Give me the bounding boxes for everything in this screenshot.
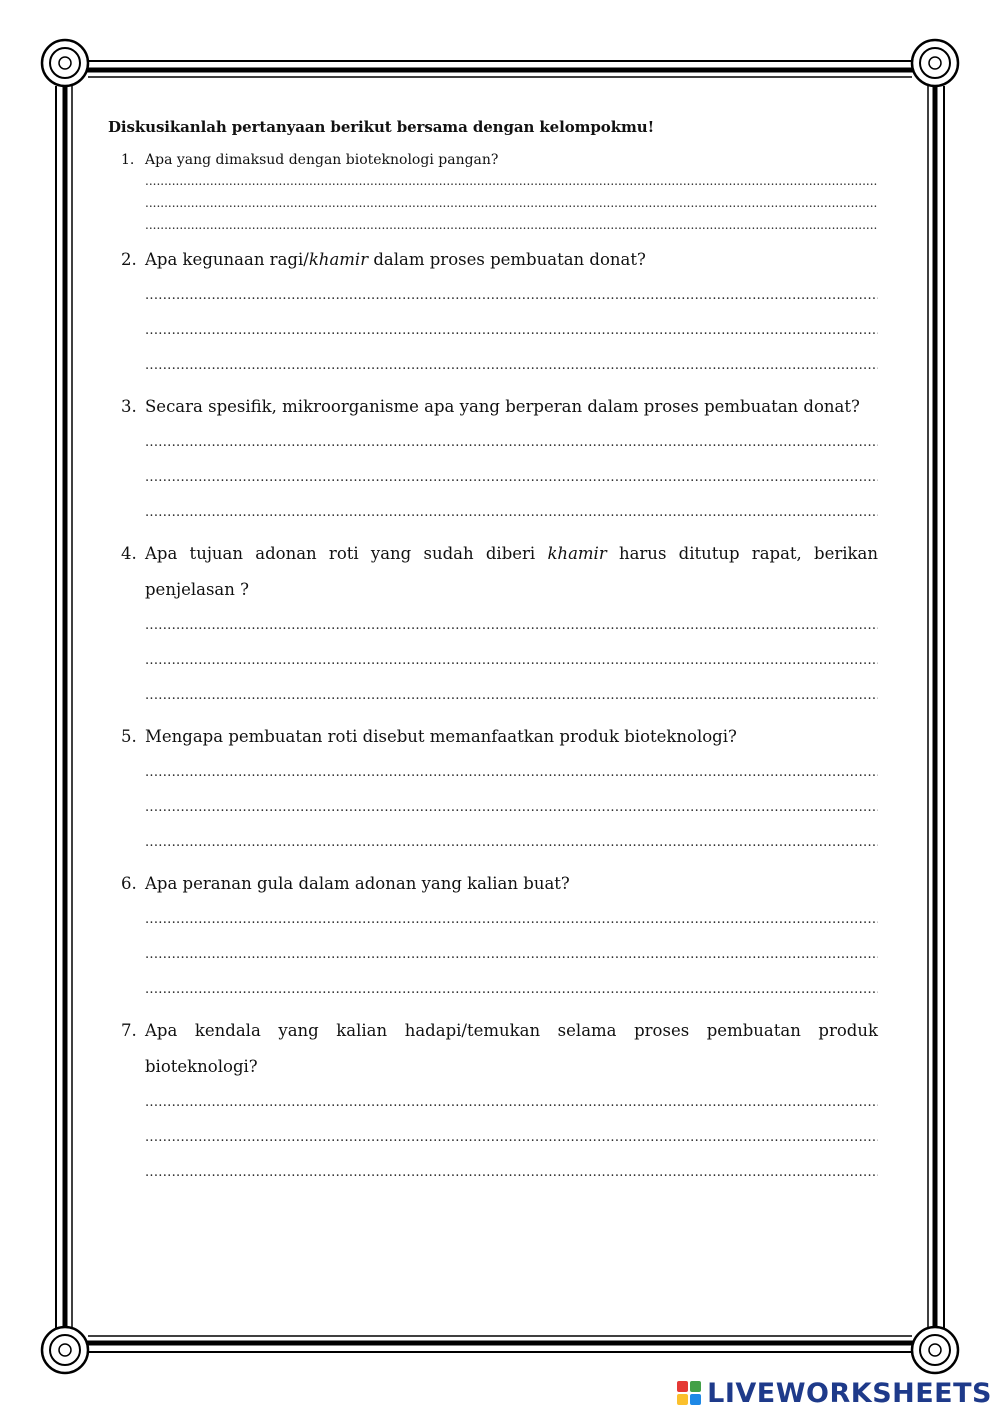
italic-term: khamir bbox=[547, 544, 607, 563]
question-7 bbox=[108, 1013, 878, 1190]
logo-tile bbox=[677, 1394, 688, 1405]
question-text-part: Secara spesifik, mikroorganisme apa yang berperan dalam proses pembuatan donat? bbox=[145, 397, 860, 416]
question-text-part: Apa kendala yang kalian hadapi/temukan selama proses pembuatan produk bioteknologi? bbox=[145, 1021, 878, 1076]
answer-line[interactable] bbox=[145, 460, 878, 495]
answer-line[interactable] bbox=[145, 348, 878, 383]
logo-text: LIVEWORKSHEETS bbox=[707, 1377, 992, 1409]
liveworksheets-logo-icon bbox=[677, 1381, 701, 1405]
answer-line[interactable] bbox=[145, 678, 878, 713]
question-text bbox=[145, 150, 878, 170]
question-text bbox=[145, 1013, 878, 1085]
answer-line[interactable] bbox=[145, 1085, 878, 1120]
question-text-part: Mengapa pembuatan roti disebut memanfaatkan produk bioteknologi? bbox=[145, 727, 737, 746]
corner-top-right bbox=[912, 40, 958, 86]
question-text-part: Apa yang dimaksud dengan bioteknologi pangan? bbox=[145, 152, 499, 168]
question-number: 2. bbox=[121, 250, 137, 269]
question-number: 6. bbox=[121, 874, 137, 893]
worksheet-content bbox=[108, 118, 878, 1190]
instruction-heading: Diskusikanlah pertanyaan berikut bersama dengan kelompokmu! bbox=[108, 118, 655, 136]
corner-bottom-right bbox=[912, 1327, 958, 1373]
answer-line[interactable] bbox=[145, 643, 878, 678]
answer-line[interactable] bbox=[145, 313, 878, 348]
question-text-part: Apa kegunaan ragi/ bbox=[145, 250, 309, 269]
question-text bbox=[145, 242, 878, 278]
question-text-part: Apa tujuan adonan roti yang sudah diberi bbox=[145, 544, 548, 563]
question-3 bbox=[108, 389, 878, 530]
question-1 bbox=[108, 150, 878, 236]
answer-line[interactable] bbox=[145, 170, 878, 192]
answer-line[interactable] bbox=[145, 755, 878, 790]
logo-tile bbox=[690, 1381, 701, 1392]
liveworksheets-logo bbox=[677, 1376, 992, 1410]
answer-line[interactable] bbox=[145, 790, 878, 825]
question-4 bbox=[108, 536, 878, 713]
answer-line[interactable] bbox=[145, 825, 878, 860]
question-number: 4. bbox=[121, 544, 137, 563]
answer-line[interactable] bbox=[145, 278, 878, 313]
question-text-part: dalam proses pembuatan donat? bbox=[368, 250, 646, 269]
answer-line[interactable] bbox=[145, 1155, 878, 1190]
question-number: 7. bbox=[121, 1021, 137, 1040]
question-text bbox=[145, 866, 878, 902]
question-5 bbox=[108, 719, 878, 860]
answer-line[interactable] bbox=[145, 972, 878, 1007]
question-text bbox=[145, 719, 878, 755]
question-text-part: Apa peranan gula dalam adonan yang kalian buat? bbox=[145, 874, 570, 893]
logo-tile bbox=[690, 1394, 701, 1405]
corner-top-left bbox=[42, 40, 88, 86]
question-text bbox=[145, 536, 878, 608]
logo-tile bbox=[677, 1381, 688, 1392]
italic-term: khamir bbox=[308, 250, 369, 269]
answer-line[interactable] bbox=[145, 214, 878, 236]
answer-line[interactable] bbox=[145, 495, 878, 530]
question-text bbox=[145, 389, 878, 425]
answer-line[interactable] bbox=[145, 902, 878, 937]
question-list bbox=[108, 150, 878, 1190]
question-number: 3. bbox=[121, 397, 137, 416]
answer-line[interactable] bbox=[145, 1120, 878, 1155]
answer-line[interactable] bbox=[145, 937, 878, 972]
question-6 bbox=[108, 866, 878, 1007]
question-2 bbox=[108, 242, 878, 383]
answer-line[interactable] bbox=[145, 192, 878, 214]
answer-line[interactable] bbox=[145, 608, 878, 643]
question-text-part: harus ditutup rapat, berikan penjelasan ? bbox=[145, 544, 879, 599]
question-number: 1. bbox=[121, 152, 135, 168]
corner-bottom-left bbox=[42, 1327, 88, 1373]
question-number: 5. bbox=[121, 727, 137, 746]
answer-line[interactable] bbox=[145, 425, 878, 460]
